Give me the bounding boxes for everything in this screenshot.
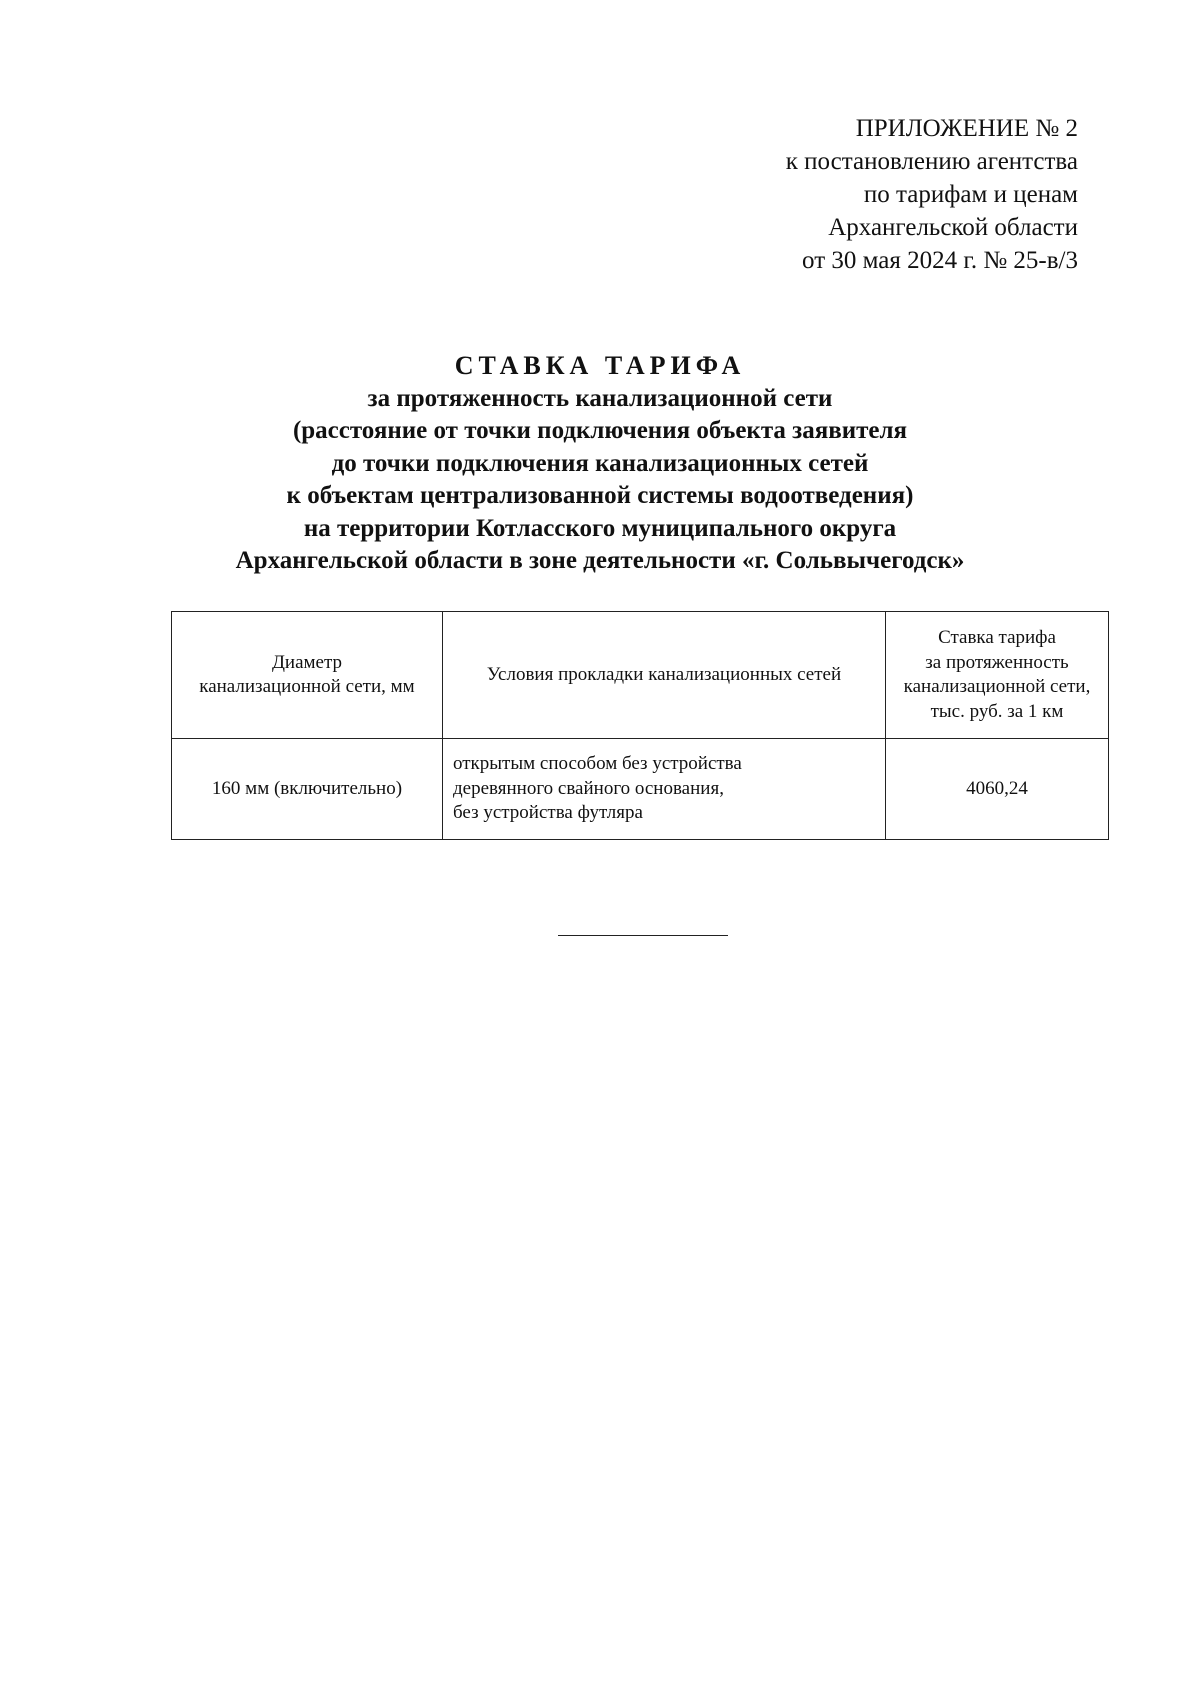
appendix-header: [786, 112, 1078, 277]
appendix-ref-line: к постановлению агентства: [785, 148, 1078, 175]
appendix-number: ПРИЛОЖЕНИЕ № 2: [855, 115, 1078, 142]
document-title: [0, 350, 1200, 578]
table-row: [172, 739, 1109, 840]
header-diameter: Диаметр канализационной сети, мм: [172, 612, 443, 739]
closing-line: [558, 935, 728, 936]
title-line: до точки подключения канализационных сетей: [331, 449, 869, 477]
title-line: (расстояние от точки подключения объекта заявителя: [292, 417, 908, 444]
header-rate: Ставка тарифа за протяженность канализационной сети, тыс. руб. за 1 км: [886, 612, 1109, 739]
title-line: за протяженность канализационной сети: [367, 384, 833, 412]
title-line: на территории Котласского муниципального округа: [303, 514, 897, 542]
cell-rate: 4060,24: [886, 739, 1109, 840]
appendix-ref-line: Архангельской области: [828, 214, 1078, 241]
appendix-ref-line: по тарифам и ценам: [863, 181, 1078, 208]
table-header-row: [172, 612, 1109, 739]
header-conditions: Условия прокладки канализационных сетей: [443, 612, 886, 739]
title-line: Архангельской области в зоне деятельности «г. Сольвычегодск»: [235, 547, 965, 574]
title-line: к объектам централизованной системы водоотведения): [286, 482, 914, 509]
cell-diameter: 160 мм (включительно): [172, 739, 443, 840]
title-main: СТАВКА ТАРИФА: [454, 351, 746, 380]
tariff-table: [171, 611, 1109, 840]
cell-conditions: открытым способом без устройства деревянного свайного основания, без устройства футляра: [443, 739, 886, 840]
appendix-date: от 30 мая 2024 г. № 25-в/3: [802, 247, 1078, 274]
